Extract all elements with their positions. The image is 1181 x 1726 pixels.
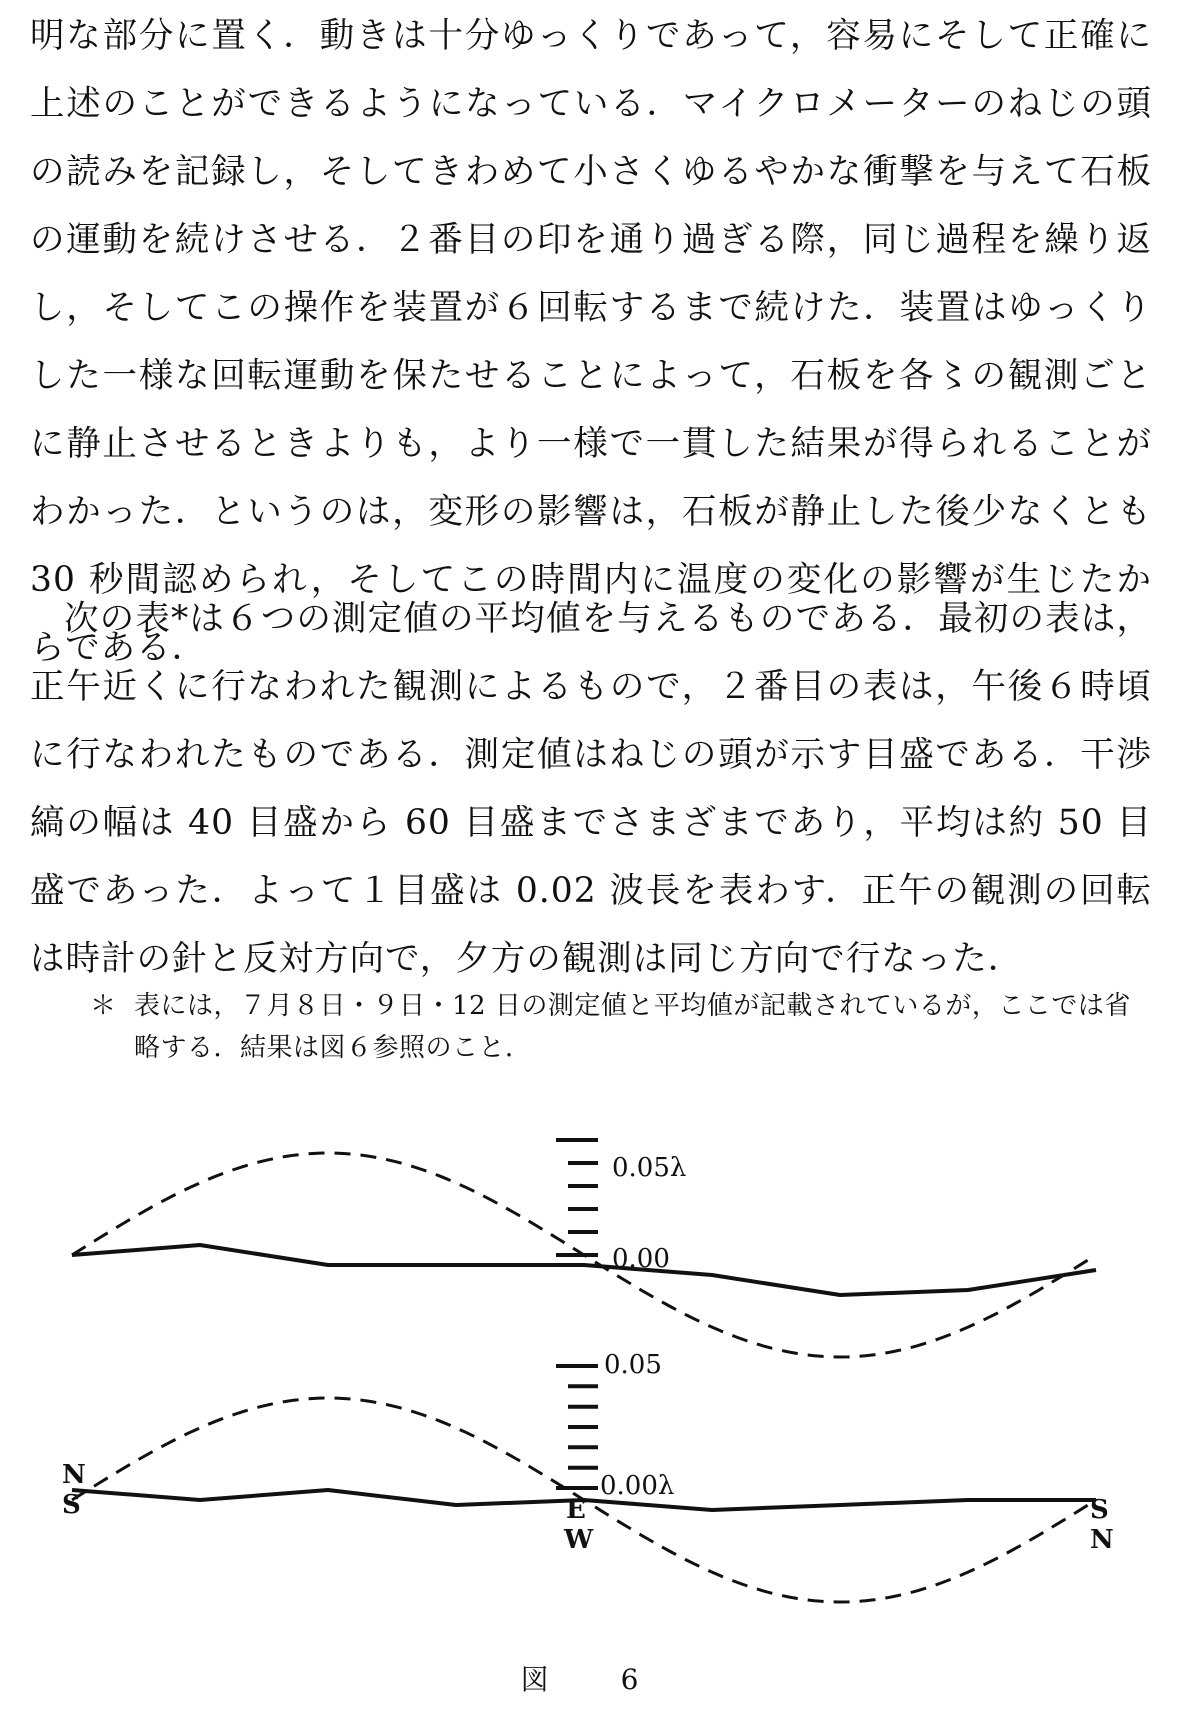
direction-mid-bottom: W — [564, 1525, 594, 1555]
upper-scale — [556, 1140, 598, 1255]
upper-scale-zero-label: 0.00 — [612, 1244, 670, 1274]
lower-scale-zero-label: 0.00λ — [600, 1471, 675, 1501]
paragraph-2: 次の表*は６つの測定値の平均値を与えるものである．最初の表は，正午近くに行なわれた観測によるもので，２番目の表は，午後６時頃に行なわれたものである．測定値はねじの頭が示す目盛である．干渉縞の幅は 40 目盛から 60 目盛までさまざまであり，平均は約 50 目盛であった．よって１目盛は 0.02 波長を表わす．正午の観測の回転は時計の針と反対方向で，夕方の観測は同じ方向で行なった． — [30, 599, 1152, 979]
direction-mid-top: E — [566, 1495, 586, 1525]
lower-scale — [556, 1366, 598, 1488]
footnote — [90, 985, 1152, 1069]
direction-right-top: S — [1090, 1495, 1109, 1525]
upper-observed-line — [72, 1245, 1096, 1295]
upper-scale-top-label: 0.05λ — [612, 1153, 687, 1183]
direction-left-top: N — [62, 1460, 86, 1490]
footnote-mark: ＊ — [90, 991, 117, 1021]
figure-6 — [0, 1120, 1181, 1660]
paragraph-1: 明な部分に置く．動きは十分ゆっくりであって，容易にそして正確に上述のことができるようになっている．マイクロメーターのねじの頭の読みを記録し，そしてきわめて小さくゆるやかな衝撃を与えて石板の運動を続けさせる．２番目の印を通り過ぎる際，同じ過程を繰り返し，そしてこの操作を装置が６回転するまで続けた．装置はゆっくりした一様な回転運動を保たせることによって，石板を各〻の観測ごとに静止させるときよりも，より一様で一貫した結果が得られることがわかった．というのは，変形の影響は，石板が静止した後少なくとも 30 秒間認められ，そしてこの時間内に温度の変化の影響が生じたからである． — [30, 16, 1152, 668]
direction-right-bottom: N — [1090, 1525, 1114, 1555]
direction-left-bottom: S — [62, 1490, 81, 1520]
footnote-text: 表には，７月８日・９日・12 日の測定値と平均値が記載されているが，ここでは省略する．結果は図６参照のこと． — [134, 991, 1131, 1063]
figure-caption: 図 6 — [520, 1663, 661, 1696]
lower-scale-top-label: 0.05 — [604, 1350, 662, 1380]
